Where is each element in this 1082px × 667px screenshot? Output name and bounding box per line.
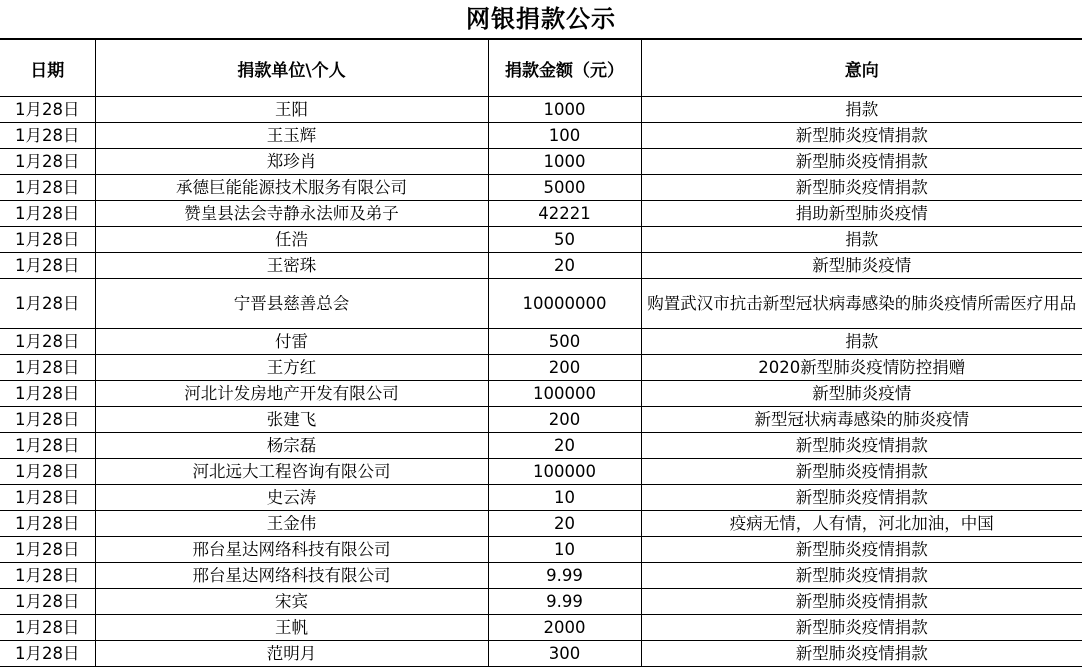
cell-purpose: 新型肺炎疫情捐款: [641, 433, 1082, 459]
cell-date: 1月28日: [0, 97, 95, 123]
cell-donor: 范明月: [95, 641, 488, 667]
cell-donor: 杨宗磊: [95, 433, 488, 459]
cell-amount: 50: [488, 227, 641, 253]
cell-donor: 承德巨能能源技术服务有限公司: [95, 175, 488, 201]
cell-purpose: 新型肺炎疫情: [641, 381, 1082, 407]
cell-amount: 20: [488, 253, 641, 279]
cell-purpose: 捐助新型肺炎疫情: [641, 201, 1082, 227]
cell-date: 1月28日: [0, 381, 95, 407]
cell-donor: 赞皇县法会寺静永法师及弟子: [95, 201, 488, 227]
cell-date: 1月28日: [0, 123, 95, 149]
cell-date: 1月28日: [0, 511, 95, 537]
cell-donor: 王阳: [95, 97, 488, 123]
cell-amount: 2000: [488, 615, 641, 641]
cell-date: 1月28日: [0, 355, 95, 381]
cell-donor: 河北计发房地产开发有限公司: [95, 381, 488, 407]
cell-donor: 宁晋县慈善总会: [95, 279, 488, 329]
cell-amount: 10000000: [488, 279, 641, 329]
cell-purpose: 新型肺炎疫情捐款: [641, 537, 1082, 563]
cell-purpose: 新型肺炎疫情捐款: [641, 123, 1082, 149]
cell-amount: 100000: [488, 459, 641, 485]
cell-purpose: 2020新型肺炎疫情防控捐赠: [641, 355, 1082, 381]
cell-donor: 任浩: [95, 227, 488, 253]
table-row: [0, 381, 1082, 407]
cell-purpose: 新型肺炎疫情捐款: [641, 485, 1082, 511]
cell-donor: 邢台星达网络科技有限公司: [95, 537, 488, 563]
cell-donor: 郑珍肖: [95, 149, 488, 175]
cell-amount: 1000: [488, 97, 641, 123]
cell-date: 1月28日: [0, 641, 95, 667]
cell-date: 1月28日: [0, 407, 95, 433]
cell-purpose: 新型肺炎疫情捐款: [641, 149, 1082, 175]
cell-amount: 20: [488, 433, 641, 459]
cell-amount: 100: [488, 123, 641, 149]
table-row: [0, 615, 1082, 641]
cell-purpose: 新型肺炎疫情: [641, 253, 1082, 279]
cell-purpose: 捐款: [641, 97, 1082, 123]
cell-donor: 张建飞: [95, 407, 488, 433]
cell-donor: 付雷: [95, 329, 488, 355]
cell-amount: 10: [488, 485, 641, 511]
cell-amount: 9.99: [488, 589, 641, 615]
cell-purpose: 新型肺炎疫情捐款: [641, 641, 1082, 667]
table-row: [0, 279, 1082, 329]
cell-purpose: 新型肺炎疫情捐款: [641, 615, 1082, 641]
cell-amount: 5000: [488, 175, 641, 201]
cell-purpose: 疫病无情，人有情，河北加油，中国: [641, 511, 1082, 537]
cell-date: 1月28日: [0, 279, 95, 329]
table-row: [0, 227, 1082, 253]
table-row: [0, 149, 1082, 175]
table-row: [0, 407, 1082, 433]
cell-donor: 邢台星达网络科技有限公司: [95, 563, 488, 589]
table-row: [0, 123, 1082, 149]
cell-date: 1月28日: [0, 175, 95, 201]
cell-date: 1月28日: [0, 149, 95, 175]
cell-purpose: 新型肺炎疫情捐款: [641, 459, 1082, 485]
table-row: [0, 485, 1082, 511]
table-row: [0, 459, 1082, 485]
cell-donor: 王金伟: [95, 511, 488, 537]
cell-amount: 300: [488, 641, 641, 667]
cell-amount: 200: [488, 407, 641, 433]
cell-date: 1月28日: [0, 227, 95, 253]
table-row: [0, 97, 1082, 123]
cell-donor: 王方红: [95, 355, 488, 381]
cell-donor: 史云涛: [95, 485, 488, 511]
cell-date: 1月28日: [0, 485, 95, 511]
cell-amount: 200: [488, 355, 641, 381]
table-row: [0, 511, 1082, 537]
header-row: [0, 40, 1082, 97]
cell-amount: 9.99: [488, 563, 641, 589]
cell-date: 1月28日: [0, 433, 95, 459]
sheet-title: 网银捐款公示: [0, 0, 1082, 39]
cell-date: 1月28日: [0, 253, 95, 279]
cell-date: 1月28日: [0, 459, 95, 485]
cell-donor: 河北远大工程咨询有限公司: [95, 459, 488, 485]
cell-purpose: 捐款: [641, 227, 1082, 253]
cell-donor: 王帆: [95, 615, 488, 641]
cell-date: 1月28日: [0, 589, 95, 615]
cell-date: 1月28日: [0, 201, 95, 227]
table-row: [0, 329, 1082, 355]
cell-amount: 42221: [488, 201, 641, 227]
cell-purpose: 新型肺炎疫情捐款: [641, 589, 1082, 615]
cell-amount: 10: [488, 537, 641, 563]
cell-amount: 100000: [488, 381, 641, 407]
donation-table: [0, 39, 1082, 667]
cell-purpose: 购置武汉市抗击新型冠状病毒感染的肺炎疫情所需医疗用品: [641, 279, 1082, 329]
table-row: [0, 563, 1082, 589]
table-row: [0, 641, 1082, 667]
table-row: [0, 355, 1082, 381]
cell-amount: 20: [488, 511, 641, 537]
cell-purpose: 新型肺炎疫情捐款: [641, 563, 1082, 589]
cell-date: 1月28日: [0, 329, 95, 355]
cell-amount: 1000: [488, 149, 641, 175]
cell-donor: 王密珠: [95, 253, 488, 279]
cell-donor: 王玉辉: [95, 123, 488, 149]
cell-amount: 500: [488, 329, 641, 355]
table-row: [0, 433, 1082, 459]
cell-purpose: 新型冠状病毒感染的肺炎疫情: [641, 407, 1082, 433]
column-header-amount: 捐款金额（元）: [488, 40, 641, 97]
table-row: [0, 253, 1082, 279]
cell-purpose: 捐款: [641, 329, 1082, 355]
table-row: [0, 175, 1082, 201]
column-header-date: 日期: [0, 40, 95, 97]
column-header-purpose: 意向: [641, 40, 1082, 97]
column-header-donor: 捐款单位\个人: [95, 40, 488, 97]
cell-purpose: 新型肺炎疫情捐款: [641, 175, 1082, 201]
cell-date: 1月28日: [0, 537, 95, 563]
cell-date: 1月28日: [0, 563, 95, 589]
table-row: [0, 537, 1082, 563]
cell-date: 1月28日: [0, 615, 95, 641]
table-row: [0, 589, 1082, 615]
table-row: [0, 201, 1082, 227]
cell-donor: 宋宾: [95, 589, 488, 615]
